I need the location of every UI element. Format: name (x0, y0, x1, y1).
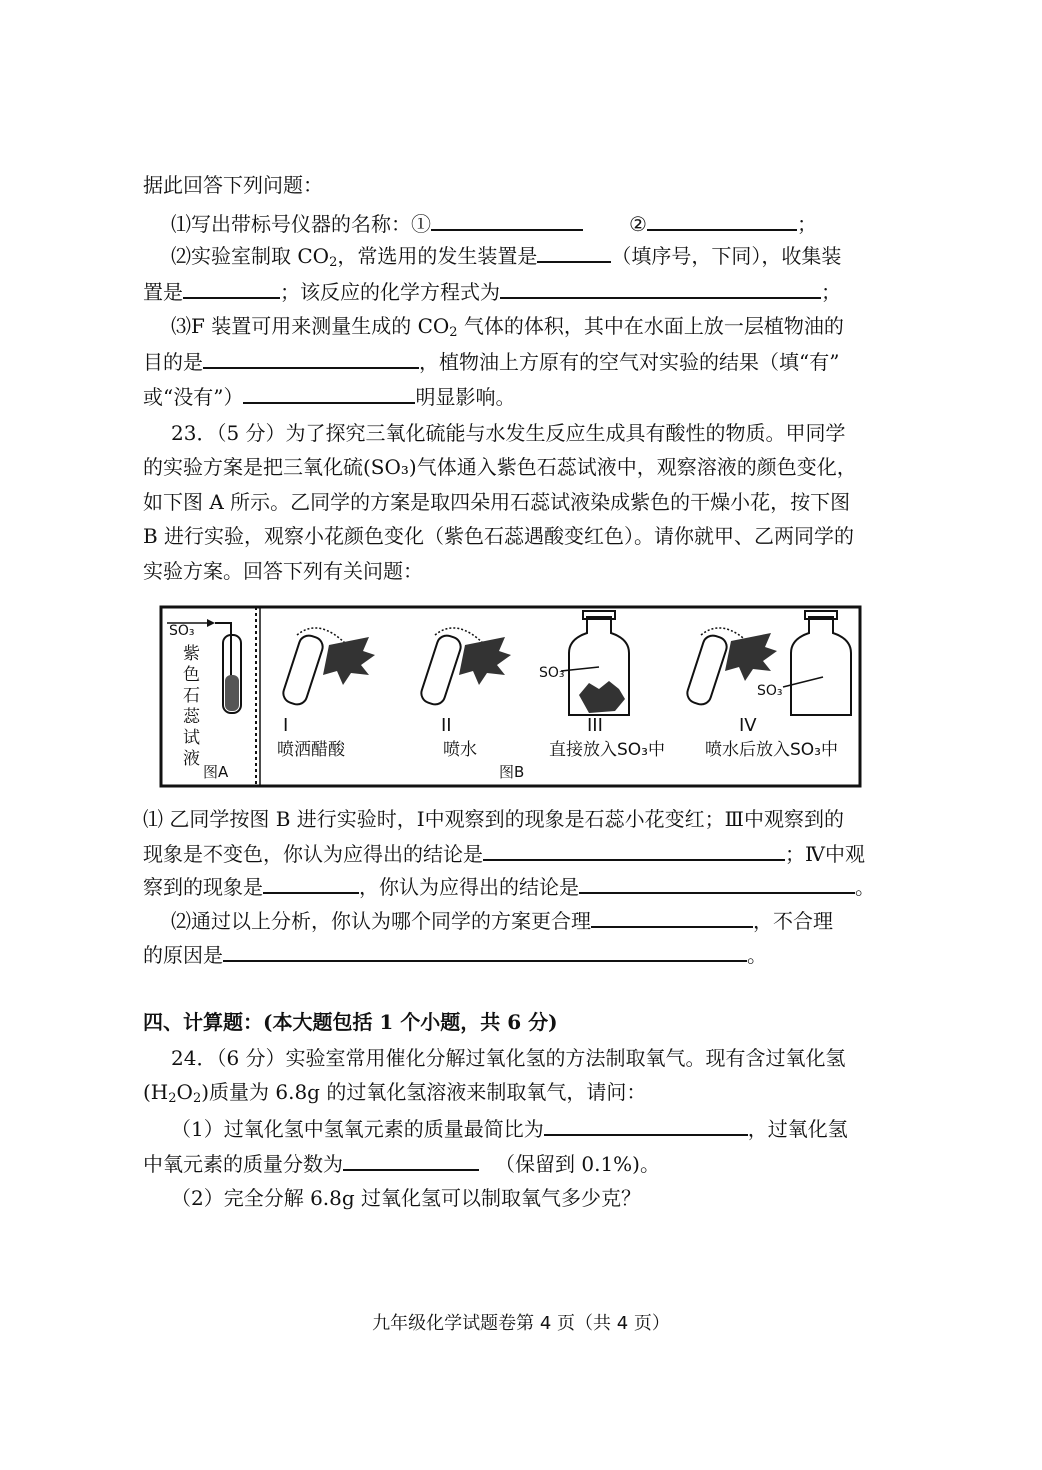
flower-icon (323, 637, 375, 685)
flower-icon (459, 637, 511, 685)
sprayer-icon (419, 633, 463, 707)
experiment-number: II (441, 715, 452, 736)
answer-blank[interactable] (343, 1151, 479, 1171)
q23-line2: 的实验方案是把三氧化硫(SO₃)气体通入紫色石蕊试液中，观察溶液的颜色变化， (143, 455, 857, 479)
answer-blank[interactable] (647, 211, 797, 231)
intro-line: 据此回答下列问题： (143, 173, 323, 197)
answer-blank[interactable] (183, 279, 280, 299)
q24-line1: 24．（6 分）实验室常用催化分解过氧化氢的方法制取氧气。现有含过氧化氢 (171, 1046, 846, 1070)
so3-arrow-label: SO₃ (169, 623, 195, 639)
q22-part3-line2: 目的是 ，植物油上方原有的空气对实验的结果（填“有” (143, 350, 840, 374)
answer-blank[interactable] (263, 874, 359, 894)
so3-label: SO₃ (539, 665, 565, 681)
answer-blank[interactable] (591, 908, 753, 928)
q23-line1: 23．（5 分）为了探究三氧化硫能与水发生反应生成具有酸性的物质。甲同学 (171, 421, 846, 445)
q23-sub2-line2: 的原因是 。 (143, 943, 767, 967)
gas-jar-icon (791, 617, 851, 715)
experiment-caption: 喷洒醋酸 (277, 740, 345, 760)
vertical-label-char: 液 (183, 749, 200, 769)
q22-part2-line2: 置是 ；该反应的化学方程式为 ； (143, 280, 841, 304)
section-4-title: 四、计算题：(本大题包括 1 个小题，共 6 分) (143, 1010, 558, 1034)
experiment-figure (159, 605, 862, 788)
q22-part2-line1: ⑵实验室制取 $CO_2$，常选用的发生装置是 （填序号，下同），收集装 (171, 244, 842, 270)
vertical-label-char: 紫 (183, 644, 200, 664)
sprayer-icon (281, 633, 325, 707)
sprayer-icon (685, 633, 729, 707)
q23-sub1-line1: ⑴ 乙同学按图 B 进行实验时，Ⅰ中观察到的现象是石蕊小花变红；Ⅲ中观察到的 (143, 807, 844, 831)
q22-part1: ⑴写出带标号仪器的名称：① ② ； (171, 212, 817, 236)
q24-part2: （2）完全分解 6.8g 过氧化氢可以制取氧气多少克？ (171, 1186, 642, 1210)
experiment-caption: 喷水后放入SO₃中 (705, 740, 838, 760)
answer-blank[interactable] (500, 279, 821, 299)
vertical-label-char: 色 (183, 665, 200, 685)
answer-blank[interactable] (483, 841, 785, 861)
figure-b-label: 图B (499, 763, 525, 781)
q23-sub1-line3: 察到的现象是 ，你认为应得出的结论是 。 (143, 875, 875, 899)
pointer-line (783, 677, 823, 687)
answer-blank[interactable] (243, 384, 415, 404)
experiment-1 (277, 628, 375, 760)
answer-blank[interactable] (203, 349, 419, 369)
answer-blank[interactable] (431, 211, 583, 231)
q23-line5: 实验方案。回答下列有关问题： (143, 559, 423, 583)
experiment-2 (419, 628, 511, 760)
q22-part3-line1: ⑶F 装置可用来测量生成的 $CO_2$ 气体的体积，其中在水面上放一层植物油的 (171, 314, 844, 340)
q24-line2: $(H_2O_2)$质量为 6.8g 的过氧化氢溶液来制取氧气，请问： (143, 1080, 647, 1106)
q23-line4: B 进行实验，观察小花颜色变化（紫色石蕊遇酸变红色）。请你就甲、乙两同学的 (143, 524, 855, 548)
q24-part1-line1: （1）过氧化氢中氢氧元素的质量最简比为 ，过氧化氢 (171, 1117, 848, 1141)
answer-blank[interactable] (223, 942, 747, 962)
answer-blank[interactable] (544, 1116, 748, 1136)
answer-blank[interactable] (579, 874, 855, 894)
page-footer: 九年级化学试题卷第 4 页（共 4 页） (372, 1313, 670, 1334)
experiment-number: I (283, 715, 289, 736)
experiment-caption: 喷水 (443, 740, 477, 760)
experiment-number: IV (739, 715, 757, 736)
vertical-label-char: 蕊 (183, 707, 200, 727)
answer-blank[interactable] (537, 243, 611, 263)
flower-icon (579, 681, 625, 713)
q22-part3-line3: 或“没有”） 明显影响。 (143, 385, 516, 409)
vertical-label-char: 试 (183, 728, 200, 748)
experiment-number: III (587, 715, 603, 736)
flower-icon (725, 633, 777, 681)
so3-label: SO₃ (757, 683, 783, 699)
vertical-label-char: 石 (183, 686, 200, 706)
pointer-line (561, 667, 599, 671)
q24-part1-line2: 中氧元素的质量分数为 （保留到 0.1%)。 (143, 1152, 660, 1176)
arrow-head-icon (207, 619, 215, 627)
experiment-4 (685, 611, 851, 760)
experiment-caption: 直接放入SO₃中 (549, 740, 665, 760)
q23-sub2-line1: ⑵通过以上分析，你认为哪个同学的方案更合理 ，不合理 (171, 909, 833, 933)
figure-a (167, 619, 241, 781)
experiment-3 (539, 611, 665, 760)
test-tube-liquid (225, 675, 239, 711)
q23-line3: 如下图 A 所示。乙同学的方案是取四朵用石蕊试液染成紫色的干燥小花，按下图 (143, 490, 851, 514)
figure-a-label: 图A (203, 763, 229, 781)
q23-sub1-line2: 现象是不变色，你认为应得出的结论是 ；Ⅳ中观 (143, 842, 865, 866)
